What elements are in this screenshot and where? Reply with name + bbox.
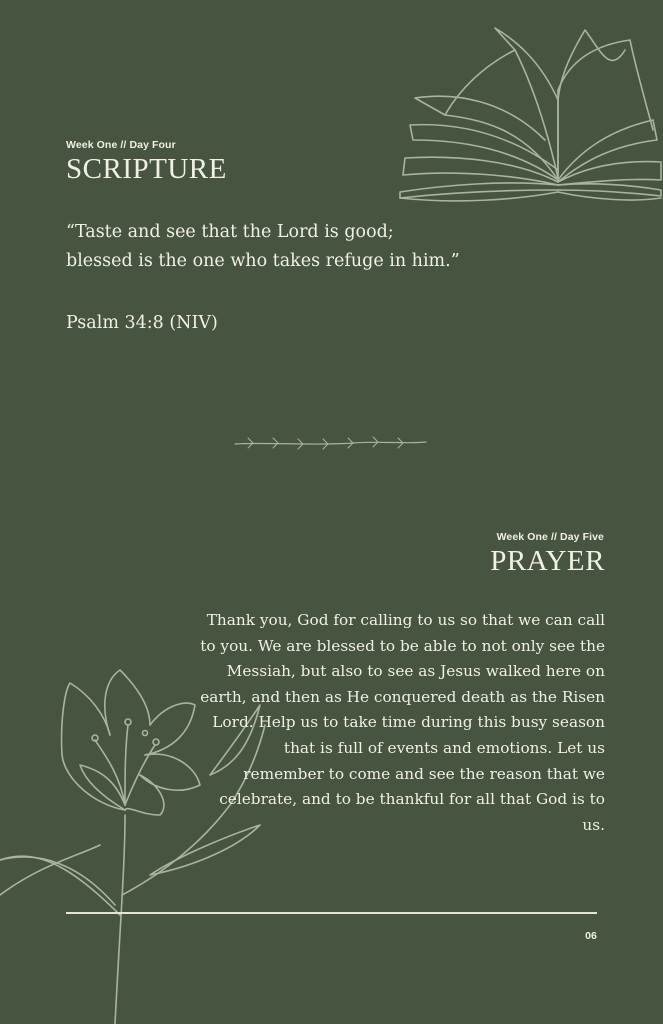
prayer-title: PRAYER: [490, 545, 605, 577]
prayer-line: Lord. Help us to take time during this busy season: [212, 713, 605, 732]
scripture-verse: [66, 218, 586, 276]
scripture-reference: Psalm 34:8 (NIV): [66, 313, 218, 333]
prayer-line: remember to come and see the reason that we: [243, 764, 605, 783]
prayer-line: that is full of events and emotions. Let us: [283, 738, 605, 757]
prayer-line: Thank you, God for calling to us so that we can call: [206, 611, 605, 629]
prayer-line: to you. We are blessed to be able to not only see the: [200, 636, 605, 655]
verse-line: “Taste and see that the Lord is good;: [66, 222, 394, 242]
prayer-kicker: Week One // Day Five: [496, 531, 604, 543]
prayer-line: Messiah, but also to see as Jesus walked here on: [226, 662, 605, 681]
prayer-line: us.: [582, 815, 605, 834]
open-book-illustration: [395, 20, 663, 205]
prayer-line: earth, and then as He conquered death as the Risen: [200, 687, 605, 706]
footer-divider: [66, 912, 597, 914]
prayer-line: celebrate, and to be thankful for all that God is to: [219, 790, 605, 809]
scripture-kicker: Week One // Day Four: [66, 139, 176, 151]
scripture-title: SCRIPTURE: [66, 153, 227, 185]
vine-divider: [233, 434, 428, 452]
prayer-text: [135, 608, 605, 838]
page-number: 06: [585, 930, 597, 942]
verse-line: blessed is the one who takes refuge in him.”: [66, 251, 460, 271]
